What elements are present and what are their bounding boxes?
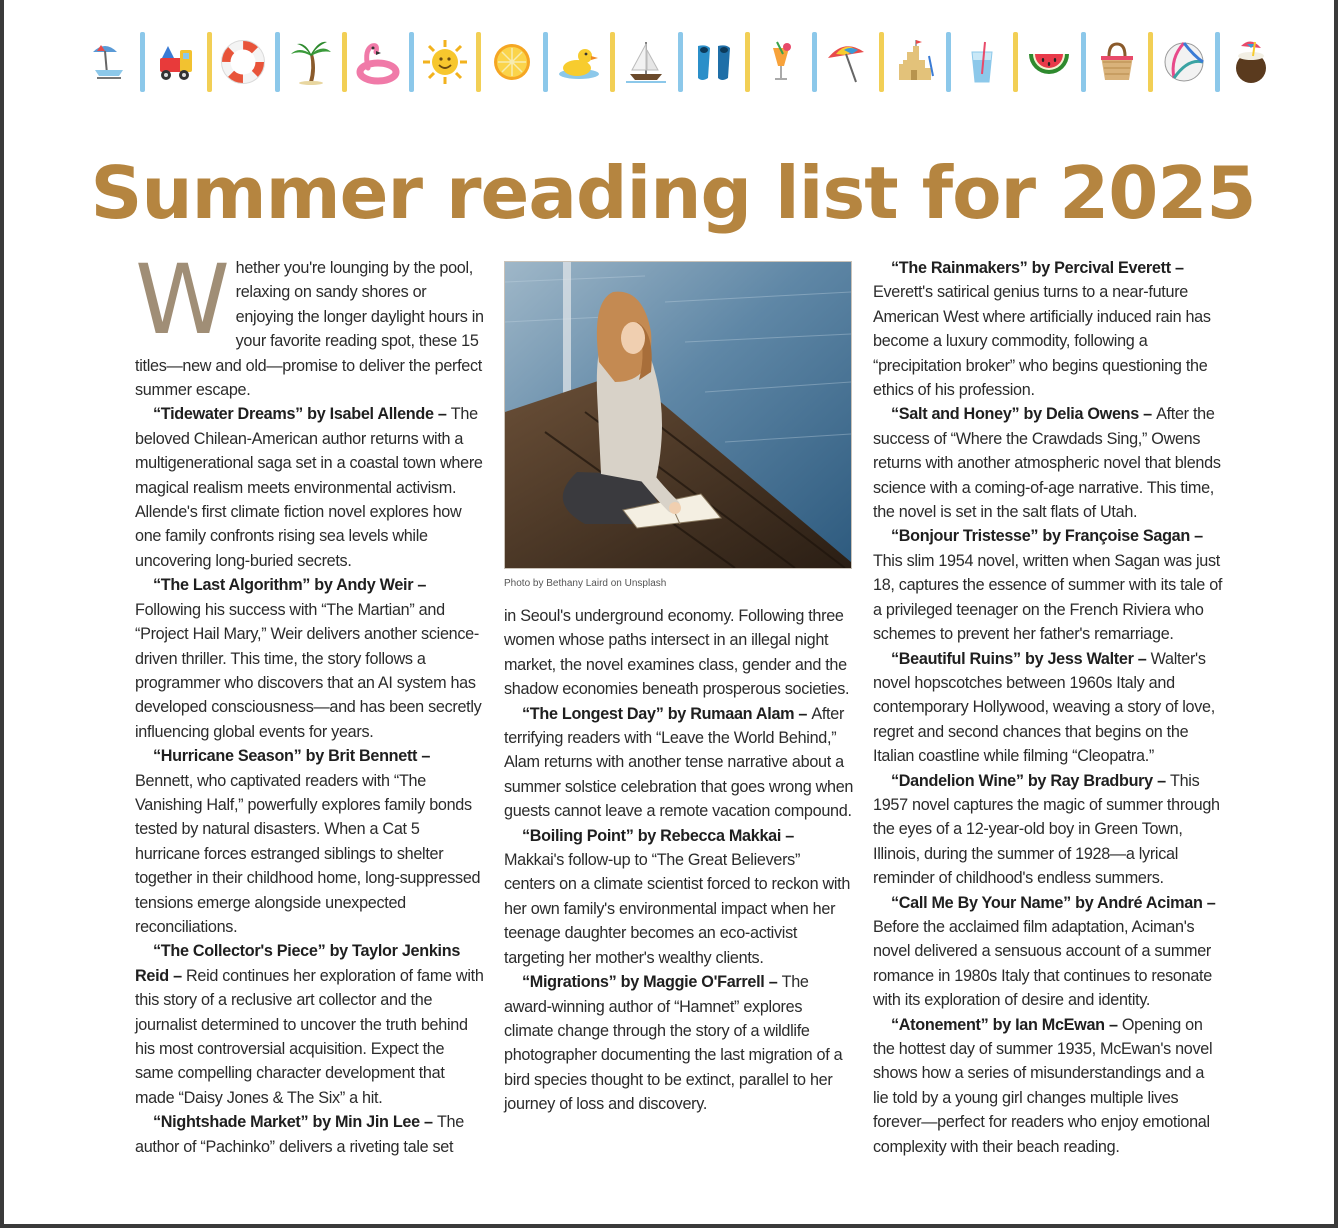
drop-cap: W bbox=[135, 244, 230, 356]
book-entry: “Beautiful Ruins” by Jess Walter – Walter's novel hopscotches between 1960s Italy and contemporary Hollywood, weaving a story of love, regret and second chances that begins on the Italian coastline while filming “Cleopatra.” bbox=[873, 649, 1215, 766]
drink-cup-icon bbox=[951, 28, 1013, 96]
article-column-2 bbox=[504, 256, 854, 1117]
page-title: Summer reading list for 2025 bbox=[90, 151, 1256, 235]
beach-umbrella-icon bbox=[817, 28, 879, 96]
sandcastle-icon bbox=[884, 28, 946, 96]
palm-tree-icon bbox=[280, 28, 342, 96]
woman-reading-on-dock-image bbox=[505, 262, 851, 568]
article-column-1 bbox=[135, 244, 485, 1159]
book-entry: “The Rainmakers” by Percival Everett – Everett's satirical genius turns to a near-future American West where artificially induced rain has become a luxury commodity, following a “precipitation broker” who begins questioning the ethics of his profession. bbox=[873, 259, 1211, 400]
intro-paragraph: Whether you're lounging by the pool, relaxing on sandy shores or enjoying the longer daylight hours in your favorite reading spot, these 15 titles—new and old—promise to deliver the perfect summer escape. bbox=[135, 244, 484, 400]
flamingo-float-icon bbox=[347, 28, 409, 96]
book-entry: “The Last Algorithm” by Andy Weir – Following his success with “The Martian” and “Project Hail Mary,” Weir delivers another science-driven thriller. This time, the story follows a programmer who discovers that an AI system has developed consciousness—and has been secretly influencing global events for years. bbox=[135, 576, 482, 741]
magazine-page bbox=[4, 0, 1334, 1224]
book-entry: “Dandelion Wine” by Ray Bradbury – This 1957 novel captures the magic of summer through the eyes of a 12-year-old boy in Green Town, Illinois, during the summer of 1928—a lyrical reminder of childhood's endless summers. bbox=[873, 771, 1220, 888]
beach-chair-icon bbox=[78, 28, 140, 96]
swim-fins-icon bbox=[683, 28, 745, 96]
sand-truck-icon bbox=[145, 28, 207, 96]
volleyball-icon bbox=[1153, 28, 1215, 96]
book-entry: “Hurricane Season” by Brit Bennett – Bennett, who captivated readers with “The Vanishing Half,” powerfully explores family bonds tested by natural disasters. When a Cat 5 hurricane forces estranged siblings to shelter together in their childhood home, long-suppressed tensions emerge alongside unexpected reconciliations. bbox=[135, 747, 481, 936]
book-entry: “Call Me By Your Name” by André Aciman – Before the acclaimed film adaptation, Aciman's novel delivered a sensuous account of a summer romance in 1980s Italy that continues to resonate with its exploration of desire and identity. bbox=[873, 893, 1216, 1010]
lemon-slice-icon bbox=[481, 28, 543, 96]
book-entry: “Tidewater Dreams” by Isabel Allende – The beloved Chilean-American author returns with a multigenerational saga set in a coastal town where magical realism meets environmental activism. Allende's first climate fiction novel explores how one family confronts rising sea levels while uncovering long-buried secrets. bbox=[135, 405, 483, 570]
coconut-drink-icon bbox=[1220, 28, 1282, 96]
reading-photo bbox=[504, 261, 852, 569]
book-entry: “Bonjour Tristesse” by Françoise Sagan – This slim 1954 novel, written when Sagan was just 18, captures the essence of summer with its tale of a privileged teenager on the French Riviera who schemes to prevent her father's remarriage. bbox=[873, 527, 1223, 644]
book-entry: “Atonement” by Ian McEwan – Opening on the hottest day of summer 1935, McEwan's novel shows how a series of misunderstandings and a lie told by a young girl changes multiple lives forever—perfect for readers who enjoy emotional complexity with their beach reading. bbox=[873, 1015, 1213, 1156]
beach-bag-icon bbox=[1086, 28, 1148, 96]
book-entry: “Migrations” by Maggie O'Farrell – The award-winning author of “Hamnet” explores climate change through the story of a wildlife photographer documenting the last migration of a bird species thought to be extinct, parallel to her journey of loss and discovery. bbox=[504, 973, 843, 1114]
book-entry: “The Collector's Piece” by Taylor Jenkins Reid – Reid continues her exploration of fame with this story of a reclusive art collector and the journalist determined to uncover the truth behind his most controversial acquisition. Expect the same compelling character development that made “Daisy Jones & The Six” a hit. bbox=[135, 942, 484, 1107]
book-entry: “Nightshade Market” by Min Jin Lee – The author of “Pachinko” delivers a riveting tale set bbox=[135, 1113, 464, 1156]
life-ring-icon bbox=[212, 28, 274, 96]
sun-icon bbox=[414, 28, 476, 96]
book-entry: “Boiling Point” by Rebecca Makkai – Makkai's follow-up to “The Great Believers” centers on a climate scientist forced to reckon with her own family's environmental impact when her teenage daughter becomes an eco-activist targeting her mother's wealthy clients. bbox=[504, 826, 851, 967]
book-entry: “The Longest Day” by Rumaan Alam – After terrifying readers with “Leave the World Behind,” Alam returns with another tense narrative about a summer solstice celebration that goes wrong when guests cannot leave a remote vacation compound. bbox=[504, 704, 854, 821]
sailboat-icon bbox=[615, 28, 677, 96]
book-entry-continued: in Seoul's underground economy. Following three women whose paths intersect in an illegal night market, the novel examines class, gender and the shadow economies beneath prosperous societies. bbox=[504, 607, 850, 699]
article-column-3 bbox=[873, 256, 1223, 1159]
cocktail-icon bbox=[750, 28, 812, 96]
book-entry: “Salt and Honey” by Delia Owens – After the success of “Where the Crawdads Sing,” Owens returns with another atmospheric novel that blends science with a coming-of-age narrative. This time, the novel is set in the salt flats of Utah. bbox=[873, 405, 1221, 522]
summer-icon-strip bbox=[78, 28, 1282, 96]
watermelon-icon bbox=[1018, 28, 1080, 96]
rubber-duck-icon bbox=[548, 28, 610, 96]
photo-caption: Photo by Bethany Laird on Unsplash bbox=[504, 578, 667, 589]
